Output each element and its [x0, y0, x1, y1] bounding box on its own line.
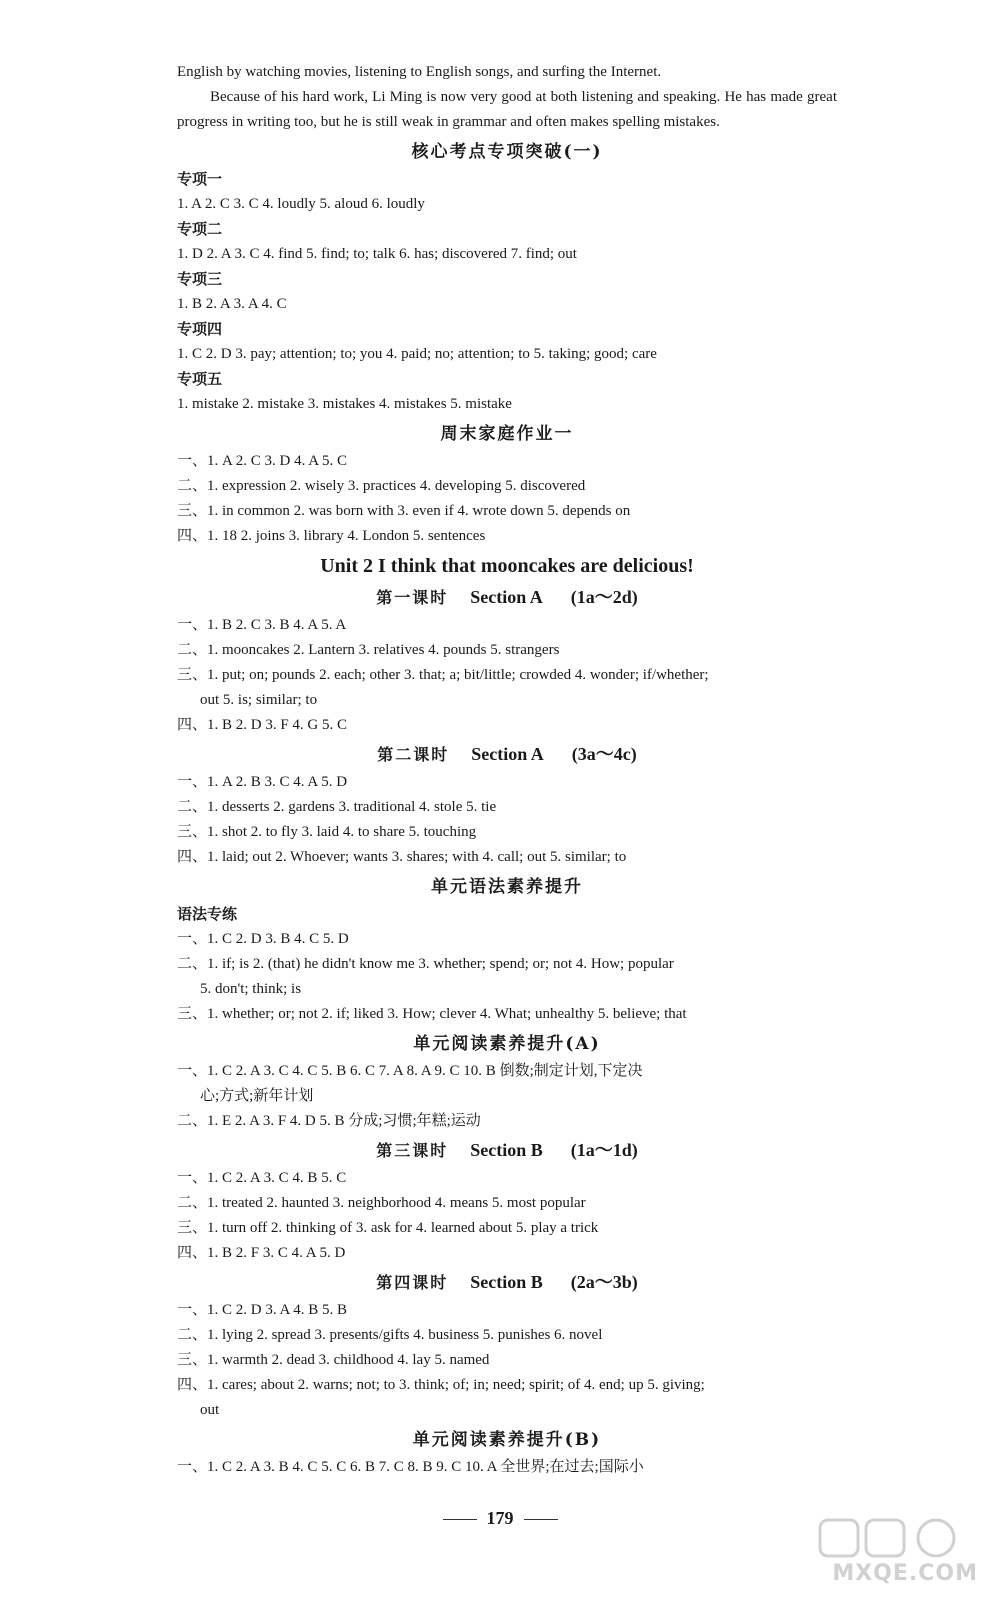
lesson-heading-3	[177, 1136, 837, 1164]
lesson-range: (3a～4c)	[571, 744, 637, 764]
answer-line: 1. D 2. A 3. C 4. find 5. find; to; talk 6. has; discovered 7. find; out	[177, 246, 577, 262]
lesson-section: Section B	[470, 1140, 543, 1160]
section-title-yuedu-b: 单元阅读素养提升(B)	[412, 1430, 602, 1450]
answer-line: 四、1. B 2. D 3. F 4. G 5. C	[177, 717, 348, 733]
answer-line: 二、1. if; is 2. (that) he didn't know me 3. whether; spend; or; not 4. How; popular	[177, 956, 674, 972]
group-label: 专项一	[177, 170, 223, 188]
answer-line: 三、1. warmth 2. dead 3. childhood 4. lay 5. named	[177, 1352, 490, 1368]
lesson-label: 第四课时	[376, 1273, 449, 1292]
watermark-badge-icon	[818, 1516, 978, 1562]
lesson-range: (1a～2d)	[570, 587, 638, 607]
group-label: 语法专练	[177, 905, 238, 923]
answer-line-continued: 5. don't; think; is	[200, 981, 302, 997]
answer-line: 二、1. desserts 2. gardens 3. traditional 4. stole 5. tie	[177, 799, 497, 815]
answer-line: 1. B 2. A 3. A 4. C	[177, 296, 287, 312]
answer-line: 四、1. cares; about 2. warns; not; to 3. think; of; in; need; spirit; of 4. end; up 5. giving;	[177, 1377, 705, 1393]
unit-title: Unit 2 I think that mooncakes are delicious!	[320, 555, 694, 577]
lesson-range: (2a～3b)	[570, 1272, 638, 1292]
intro-paragraph-2: Because of his hard work, Li Ming is now very good at both listening and speaking. He has made great progress in writing too, but he is still weak in grammar and often makes spelling mistakes.	[177, 89, 837, 130]
intro-paragraph-1: English by watching movies, listening to English songs, and surfing the Internet.	[177, 64, 662, 80]
answer-line: 三、1. shot 2. to fly 3. laid 4. to share 5. touching	[177, 824, 477, 840]
lesson-label: 第三课时	[376, 1141, 449, 1160]
group-label: 专项四	[177, 320, 223, 338]
group-label: 专项五	[177, 370, 223, 388]
answer-line: 四、1. B 2. F 3. C 4. A 5. D	[177, 1245, 346, 1261]
answer-line: 1. C 2. D 3. pay; attention; to; you 4. paid; no; attention; to 5. taking; good; care	[177, 346, 657, 362]
group-label: 专项三	[177, 270, 223, 288]
lesson-section: Section A	[471, 744, 544, 764]
answer-line: 一、1. A 2. B 3. C 4. A 5. D	[177, 774, 348, 790]
answer-line: 三、1. turn off 2. thinking of 3. ask for 4. learned about 5. play a trick	[177, 1220, 599, 1236]
answer-line-continued: 心;方式;新年计划	[200, 1088, 314, 1104]
page-number-rule-right	[524, 1519, 558, 1520]
answer-line: 二、1. lying 2. spread 3. presents/gifts 4. business 5. punishes 6. novel	[177, 1327, 603, 1343]
lesson-heading-4	[177, 1268, 837, 1296]
group-label: 专项二	[177, 220, 223, 238]
watermark-text: MXQE.COM	[832, 1561, 978, 1586]
answer-line: 三、1. put; on; pounds 2. each; other 3. that; a; bit/little; crowded 4. wonder; if/whether;	[177, 667, 709, 683]
answer-line: 四、1. laid; out 2. Whoever; wants 3. shares; with 4. call; out 5. similar; to	[177, 849, 627, 865]
lesson-heading-2	[177, 740, 837, 768]
answer-line: 三、1. whether; or; not 2. if; liked 3. How; clever 4. What; unhealthy 5. believe; that	[177, 1006, 687, 1022]
watermark-logo	[818, 1516, 978, 1586]
answer-line-continued: out	[200, 1402, 220, 1418]
answer-column	[177, 60, 837, 1480]
section-title-yuedu-a: 单元阅读素养提升(A)	[413, 1034, 601, 1054]
lesson-section: Section A	[470, 587, 543, 607]
section-title-yufa: 单元语法素养提升	[431, 877, 583, 897]
lesson-range: (1a～1d)	[570, 1140, 638, 1160]
answer-line: 一、1. C 2. A 3. C 4. B 5. C	[177, 1170, 347, 1186]
answer-line: 四、1. 18 2. joins 3. library 4. London 5. sentences	[177, 528, 486, 544]
answer-line: 一、1. A 2. C 3. D 4. A 5. C	[177, 453, 348, 469]
answer-line: 1. mistake 2. mistake 3. mistakes 4. mistakes 5. mistake	[177, 396, 512, 412]
answer-line: 二、1. expression 2. wisely 3. practices 4. developing 5. discovered	[177, 478, 586, 494]
lesson-label: 第一课时	[376, 588, 449, 607]
answer-line: 一、1. B 2. C 3. B 4. A 5. A	[177, 617, 347, 633]
hexin-groups	[177, 167, 837, 417]
answer-line: 一、1. C 2. A 3. C 4. C 5. B 6. C 7. A 8. A 9. C 10. B 倒数;制定计划,下定决	[177, 1063, 643, 1079]
answer-line-continued: out 5. is; similar; to	[200, 692, 318, 708]
answer-line: 一、1. C 2. D 3. A 4. B 5. B	[177, 1302, 348, 1318]
section-title-hexin: 核心考点专项突破(一)	[411, 142, 603, 162]
answer-line: 1. A 2. C 3. C 4. loudly 5. aloud 6. loudly	[177, 196, 425, 212]
answer-line: 二、1. E 2. A 3. F 4. D 5. B 分成;习惯;年糕;运动	[177, 1113, 481, 1129]
page-number-text: 179	[486, 1508, 514, 1528]
lesson-section: Section B	[470, 1272, 543, 1292]
answer-line: 二、1. mooncakes 2. Lantern 3. relatives 4. pounds 5. strangers	[177, 642, 560, 658]
page-number-rule-left	[443, 1519, 477, 1520]
section-title-zhoumo: 周末家庭作业一	[440, 424, 574, 444]
answer-line: 一、1. C 2. D 3. B 4. C 5. D	[177, 931, 349, 947]
answer-line: 一、1. C 2. A 3. B 4. C 5. C 6. B 7. C 8. B 9. C 10. A 全世界;在过去;国际小	[177, 1459, 644, 1475]
lesson-heading-1	[177, 583, 837, 611]
answer-line: 三、1. in common 2. was born with 3. even if 4. wrote down 5. depends on	[177, 503, 631, 519]
answer-line: 二、1. treated 2. haunted 3. neighborhood 4. means 5. most popular	[177, 1195, 586, 1211]
lesson-label: 第二课时	[377, 745, 450, 764]
